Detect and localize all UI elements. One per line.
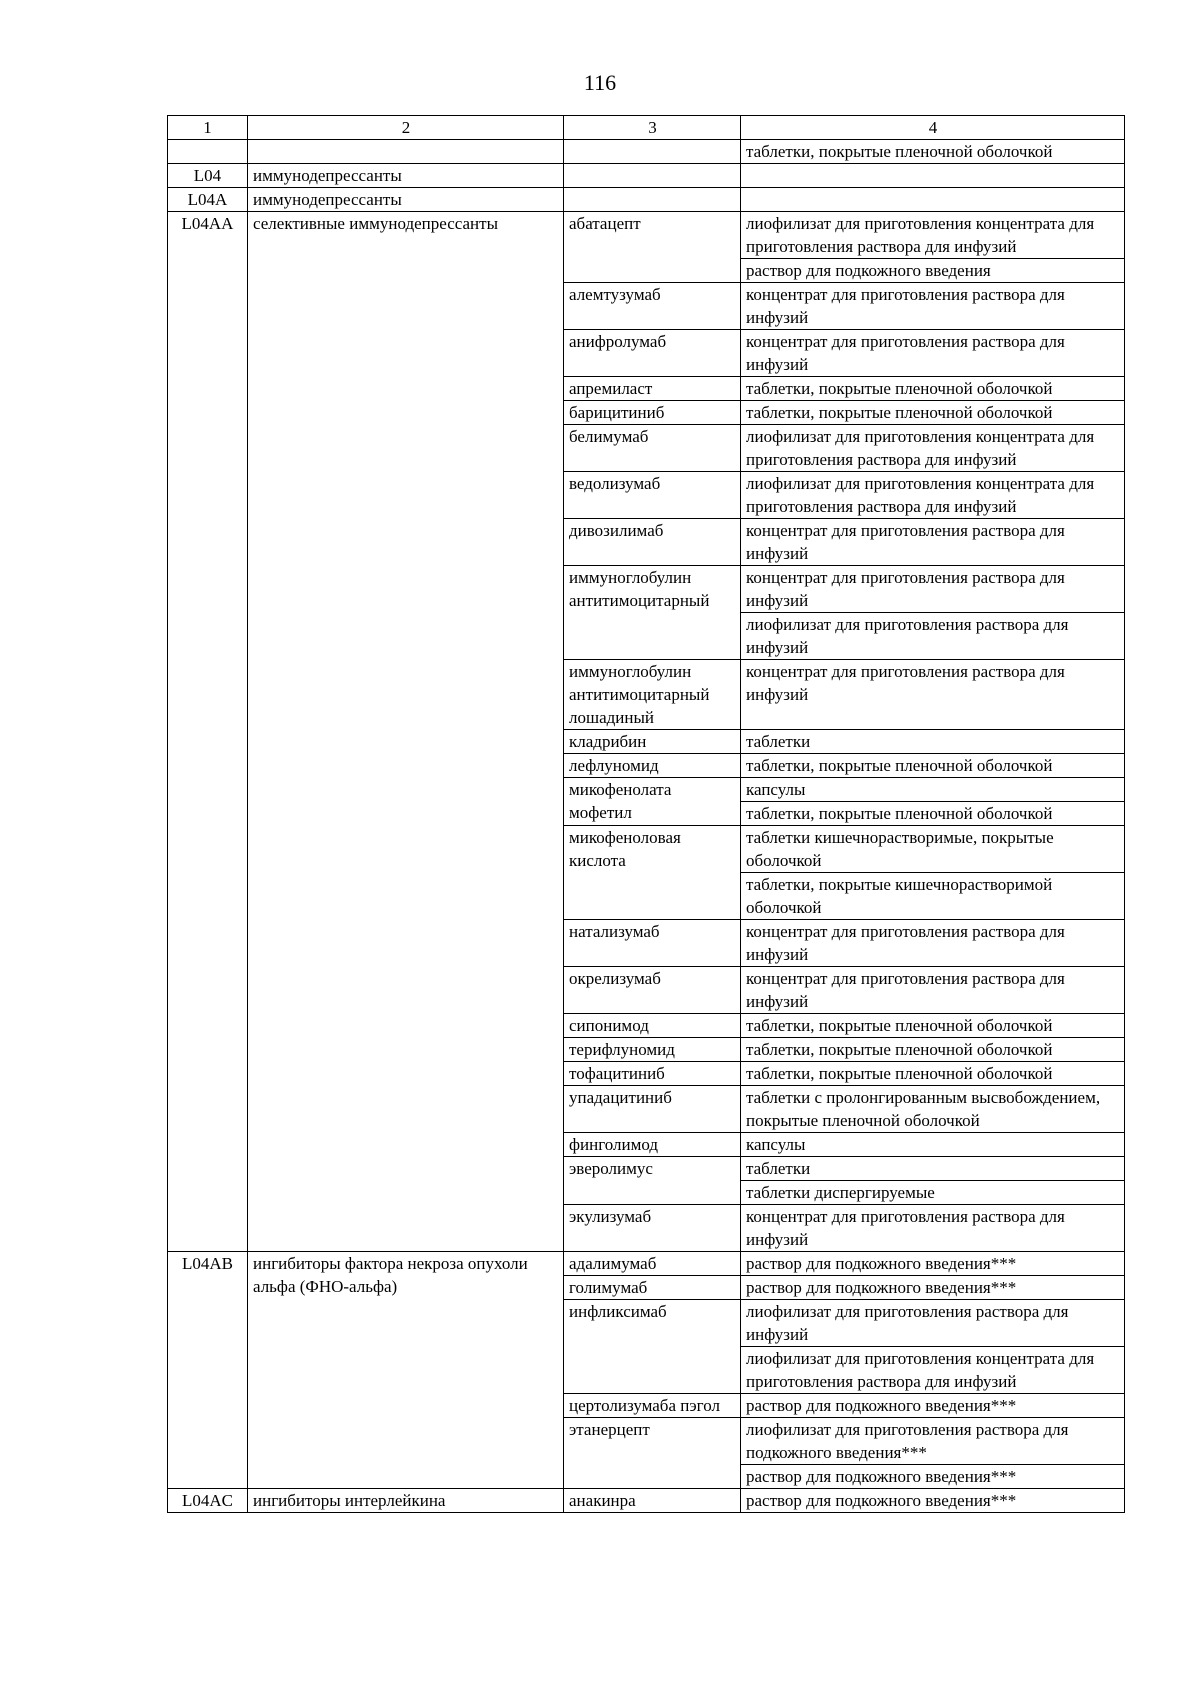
page-number: 116 bbox=[583, 70, 617, 95]
drug-name-cell: цертолизумаба пэгол bbox=[564, 1394, 741, 1418]
atc-code-cell: L04AC bbox=[168, 1489, 248, 1513]
atc-code-cell: L04 bbox=[168, 164, 248, 188]
drug-name-cell: абатацепт bbox=[564, 212, 741, 283]
dosage-form-cell: лиофилизат для приготовления концентрата для приготовления раствора для инфузий bbox=[741, 1347, 1125, 1394]
dosage-form-cell: концентрат для приготовления раствора для инфузий bbox=[741, 283, 1125, 330]
table-row bbox=[168, 188, 1125, 212]
drug-name-cell: окрелизумаб bbox=[564, 967, 741, 1014]
dosage-form-cell: раствор для подкожного введения*** bbox=[741, 1489, 1125, 1513]
dosage-form-cell: концентрат для приготовления раствора для инфузий bbox=[741, 660, 1125, 730]
dosage-form-cell: раствор для подкожного введения*** bbox=[741, 1394, 1125, 1418]
dosage-form-cell: таблетки, покрытые пленочной оболочкой bbox=[741, 401, 1125, 425]
drug-name-cell: анакинра bbox=[564, 1489, 741, 1513]
drug-name-cell: тофацитиниб bbox=[564, 1062, 741, 1086]
group-name-cell: селективные иммунодепрессанты bbox=[248, 212, 564, 1252]
group-name-cell bbox=[248, 140, 564, 164]
drug-name-cell: иммуноглобулин антитимоцитарный bbox=[564, 566, 741, 660]
drug-name-cell: барицитиниб bbox=[564, 401, 741, 425]
drug-name-cell: терифлуномид bbox=[564, 1038, 741, 1062]
drug-name-cell: натализумаб bbox=[564, 920, 741, 967]
drug-name-cell: инфликсимаб bbox=[564, 1300, 741, 1394]
dosage-form-cell: таблетки кишечнорастворимые, покрытые оболочкой bbox=[741, 826, 1125, 873]
table-row bbox=[168, 1489, 1125, 1513]
dosage-form-cell: таблетки, покрытые пленочной оболочкой bbox=[741, 377, 1125, 401]
column-header: 4 bbox=[741, 116, 1125, 140]
column-header: 2 bbox=[248, 116, 564, 140]
dosage-form-cell: таблетки, покрытые пленочной оболочкой bbox=[741, 754, 1125, 778]
group-name-cell: ингибиторы интерлейкина bbox=[248, 1489, 564, 1513]
drug-name-cell: иммуноглобулин антитимоцитарный лошадиный bbox=[564, 660, 741, 730]
dosage-form-cell: концентрат для приготовления раствора для инфузий bbox=[741, 1205, 1125, 1252]
atc-code-cell: L04AA bbox=[168, 212, 248, 1252]
dosage-form-cell: таблетки диспергируемые bbox=[741, 1181, 1125, 1205]
table-row bbox=[168, 140, 1125, 164]
dosage-form-cell: лиофилизат для приготовления концентрата для приготовления раствора для инфузий bbox=[741, 425, 1125, 472]
dosage-form-cell: капсулы bbox=[741, 778, 1125, 802]
drug-name-cell bbox=[564, 164, 741, 188]
group-name-cell: иммунодепрессанты bbox=[248, 164, 564, 188]
drug-name-cell: белимумаб bbox=[564, 425, 741, 472]
dosage-form-cell: капсулы bbox=[741, 1133, 1125, 1157]
drug-name-cell bbox=[564, 140, 741, 164]
dosage-form-cell: таблетки bbox=[741, 730, 1125, 754]
table-row bbox=[168, 212, 1125, 259]
dosage-form-cell: лиофилизат для приготовления раствора для инфузий bbox=[741, 1300, 1125, 1347]
drug-name-cell: анифролумаб bbox=[564, 330, 741, 377]
dosage-form-cell: таблетки, покрытые кишечнорастворимой оболочкой bbox=[741, 873, 1125, 920]
drug-table bbox=[167, 115, 1125, 1513]
drug-name-cell: адалимумаб bbox=[564, 1252, 741, 1276]
dosage-form-cell: раствор для подкожного введения*** bbox=[741, 1465, 1125, 1489]
table-row bbox=[168, 1252, 1125, 1276]
dosage-form-cell: лиофилизат для приготовления концентрата для приготовления раствора для инфузий bbox=[741, 212, 1125, 259]
dosage-form-cell: концентрат для приготовления раствора для инфузий bbox=[741, 967, 1125, 1014]
drug-name-cell: ведолизумаб bbox=[564, 472, 741, 519]
dosage-form-cell: концентрат для приготовления раствора для инфузий bbox=[741, 566, 1125, 613]
atc-code-cell bbox=[168, 140, 248, 164]
dosage-form-cell: лиофилизат для приготовления раствора для инфузий bbox=[741, 613, 1125, 660]
drug-name-cell: финголимод bbox=[564, 1133, 741, 1157]
drug-name-cell: эверолимус bbox=[564, 1157, 741, 1205]
drug-name-cell: апремиласт bbox=[564, 377, 741, 401]
dosage-form-cell: раствор для подкожного введения*** bbox=[741, 1252, 1125, 1276]
drug-name-cell bbox=[564, 188, 741, 212]
dosage-form-cell: раствор для подкожного введения bbox=[741, 259, 1125, 283]
group-name-cell: ингибиторы фактора некроза опухоли альфа (ФНО-альфа) bbox=[248, 1252, 564, 1489]
dosage-form-cell: лиофилизат для приготовления концентрата для приготовления раствора для инфузий bbox=[741, 472, 1125, 519]
drug-name-cell: голимумаб bbox=[564, 1276, 741, 1300]
atc-code-cell: L04AB bbox=[168, 1252, 248, 1489]
column-header: 3 bbox=[564, 116, 741, 140]
table-header-row bbox=[168, 116, 1125, 140]
dosage-form-cell: раствор для подкожного введения*** bbox=[741, 1276, 1125, 1300]
drug-name-cell: упадацитиниб bbox=[564, 1086, 741, 1133]
dosage-form-cell bbox=[741, 188, 1125, 212]
dosage-form-cell: таблетки, покрытые пленочной оболочкой bbox=[741, 802, 1125, 826]
column-header: 1 bbox=[168, 116, 248, 140]
drug-name-cell: экулизумаб bbox=[564, 1205, 741, 1252]
drug-name-cell: кладрибин bbox=[564, 730, 741, 754]
drug-name-cell: сипонимод bbox=[564, 1014, 741, 1038]
drug-name-cell: микофеноловая кислота bbox=[564, 826, 741, 920]
dosage-form-cell: лиофилизат для приготовления раствора для подкожного введения*** bbox=[741, 1418, 1125, 1465]
drug-name-cell: микофенолата мофетил bbox=[564, 778, 741, 826]
dosage-form-cell: таблетки, покрытые пленочной оболочкой bbox=[741, 1014, 1125, 1038]
dosage-form-cell: концентрат для приготовления раствора для инфузий bbox=[741, 519, 1125, 566]
drug-name-cell: алемтузумаб bbox=[564, 283, 741, 330]
atc-code-cell: L04A bbox=[168, 188, 248, 212]
drug-name-cell: лефлуномид bbox=[564, 754, 741, 778]
dosage-form-cell: таблетки, покрытые пленочной оболочкой bbox=[741, 1062, 1125, 1086]
dosage-form-cell: таблетки с пролонгированным высвобождением, покрытые пленочной оболочкой bbox=[741, 1086, 1125, 1133]
drug-name-cell: этанерцепт bbox=[564, 1418, 741, 1489]
dosage-form-cell: таблетки bbox=[741, 1157, 1125, 1181]
table-row bbox=[168, 164, 1125, 188]
dosage-form-cell: таблетки, покрытые пленочной оболочкой bbox=[741, 140, 1125, 164]
dosage-form-cell: таблетки, покрытые пленочной оболочкой bbox=[741, 1038, 1125, 1062]
dosage-form-cell: концентрат для приготовления раствора для инфузий bbox=[741, 920, 1125, 967]
group-name-cell: иммунодепрессанты bbox=[248, 188, 564, 212]
dosage-form-cell: концентрат для приготовления раствора для инфузий bbox=[741, 330, 1125, 377]
drug-name-cell: дивозилимаб bbox=[564, 519, 741, 566]
dosage-form-cell bbox=[741, 164, 1125, 188]
